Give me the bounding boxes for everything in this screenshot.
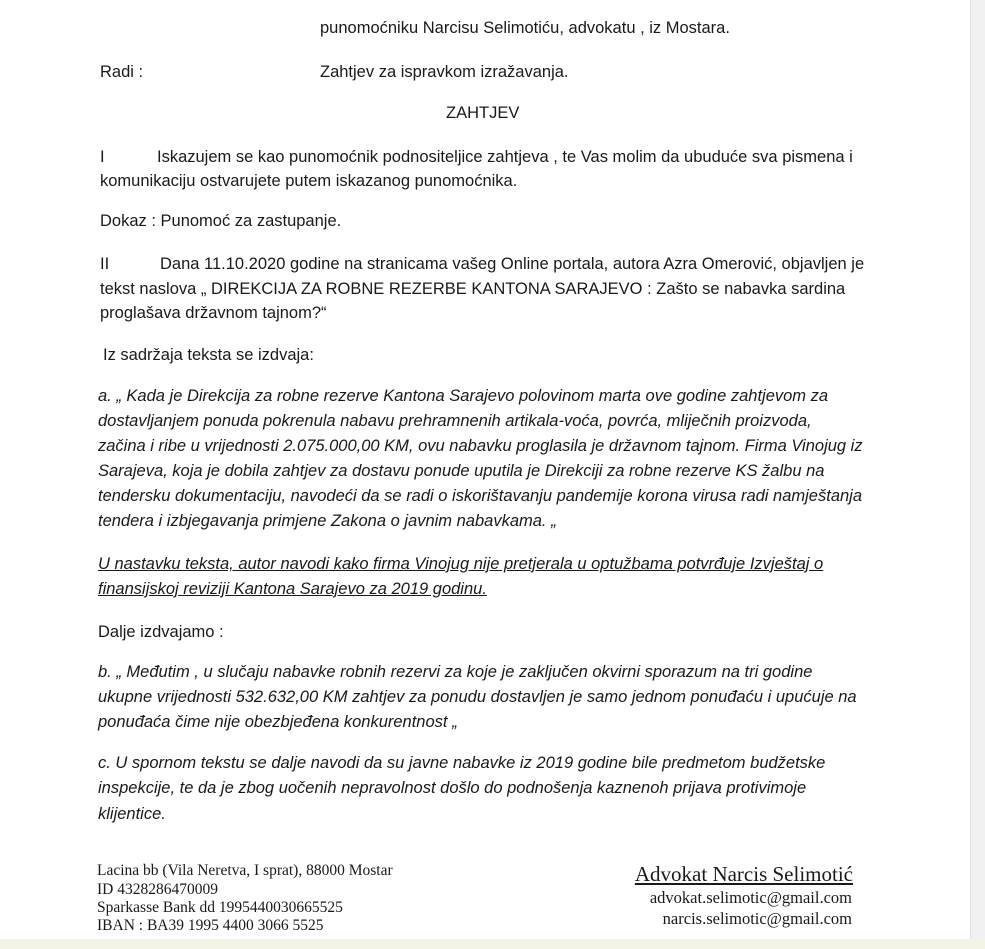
quote-b-line3: ponuđaća čime nije obezbjeđena konkurentnost „	[98, 713, 458, 731]
quote-a-line1: a. „ Kada je Direkcija za robne rezerve Kantona Sarajevo polovinom marta ove godine zahtjevom za	[98, 387, 829, 405]
footer-email-1: advokat.selimotic@gmail.com	[649, 888, 852, 907]
footer-address: Lacina bb (Vila Neretva, I sprat), 88000 Mostar	[97, 862, 393, 879]
footer-id: ID 4328286470009	[97, 881, 218, 898]
quote-c-line3: klijentice.	[98, 805, 166, 823]
underlined-line2: finansijskoj reviziji Kantona Sarajevo za 2019 godinu.	[98, 580, 487, 598]
section2-line3: proglašava državnom tajnom?“	[100, 304, 327, 322]
quote-a-line2: dostavljanjem ponuda pokrenula nabavu prehramnenih artikala-voća, povrća, mliječnih proizvoda,	[98, 412, 812, 430]
section1-line2: komunikaciju ostvarujete putem iskazanog punomoćnika.	[100, 172, 518, 190]
footer-iban: IBAN : BA39 1995 4400 3066 5525	[97, 917, 324, 934]
quote-b-line1: b. „ Međutim , u slučaju nabavke robnih rezervi za koje je zaključen okvirni sporazum na tri godine	[98, 663, 813, 681]
izdvaja-line: Iz sadržaja teksta se izdvaja:	[103, 346, 314, 364]
bottom-strip	[0, 939, 985, 949]
document-heading: ZAHTJEV	[446, 104, 520, 122]
quote-c-line1: c. U spornom tekstu se dalje navodi da su javne nabavke iz 2019 godine bile predmetom budžetske	[98, 754, 826, 772]
footer-lawyer-name: Advokat Narcis Selimotić	[634, 862, 853, 886]
section1-line1: Iskazujem se kao punomoćnik podnositeljice zahtjeva , te Vas molim da ubuduće sva pismena i	[157, 148, 853, 166]
footer-email-2: narcis.selimotic@gmail.com	[662, 909, 852, 928]
footer-bank: Sparkasse Bank dd 1995440030665525	[97, 899, 343, 916]
section2-line1: Dana 11.10.2020 godine na stranicama vašeg Online portala, autora Azra Omerović, objavljen je	[160, 255, 865, 273]
radi-value: Zahtjev za ispravkom izražavanja.	[320, 63, 569, 81]
quote-a-line5: tendersku dokumentaciju, navodeći da se radi o iskorištavanju pandemije korona virusa radi namještanja	[98, 487, 863, 505]
intro-line: punomoćniku Narcisu Selimotiću, advokatu , iz Mostara.	[320, 19, 730, 37]
dokaz-line: Dokaz : Punomoć za zastupanje.	[100, 212, 342, 230]
dalje-line: Dalje izdvajamo :	[98, 623, 224, 641]
quote-c-line2: inspekcije, te da je zbog uočenih nepravolnost došlo do podnošenja kaznenoh prijava protivimoje	[98, 779, 807, 797]
quote-a-line6: tendera i izbjegavanja primjene Zakona o javnim nabavkama. „	[98, 512, 557, 530]
section1-number: I	[100, 148, 105, 166]
section2-line2: tekst naslova „ DIREKCIJA ZA ROBNE REZERBE KANTONA SARAJEVO : Zašto se nabavka sardina	[100, 280, 846, 298]
quote-b-line2: ukupne vrijednosti 532.632,00 KM zahtjev za ponudu dostavljen je samo jednom ponuđaću i upućuje na	[98, 688, 857, 706]
quote-a-line4: Sarajeva, koja je dobila zahtjev za dostavu ponude uputila je Direkciji za robne rezerve KS žalbu na	[98, 462, 825, 480]
underlined-line1: U nastavku teksta, autor navodi kako firma Vinojug nije pretjerala u optužbama potvrđuje Izvještaj o	[98, 555, 824, 573]
section2-number: II	[100, 255, 110, 273]
radi-label: Radi :	[100, 63, 144, 81]
page-edge	[970, 0, 985, 949]
quote-a-line3: začina i ribe u vrijednosti 2.075.000,00 KM, ovu nabavku proglasila je državnom tajnom. Firma Vinojug iz	[98, 437, 863, 455]
